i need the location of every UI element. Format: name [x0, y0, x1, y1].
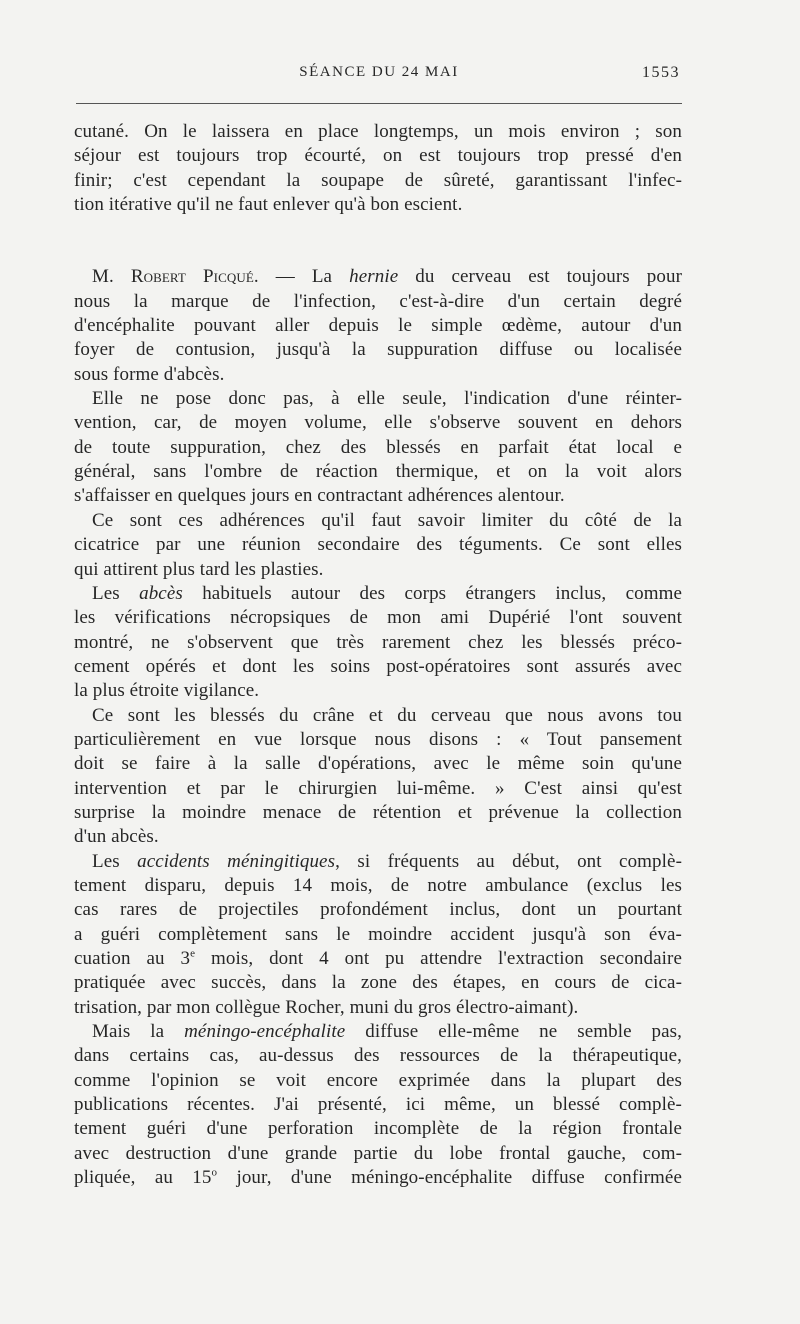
text-line: tement guéri d'une perforation incomplète de la région frontale	[74, 1118, 682, 1140]
text-line: doit se faire à la salle d'opérations, avec le même soin qu'une	[74, 753, 682, 775]
superscript: e	[190, 947, 196, 960]
text-line: publications récentes. J'ai présenté, ici même, un blessé complè-	[74, 1094, 682, 1116]
text-line	[74, 850, 682, 874]
text-line: cicatrice par une réunion secondaire des téguments. Ce sont elles	[74, 534, 682, 556]
text-line: montré, ne s'observent que très rarement chez les blessés préco-	[74, 631, 682, 653]
paragraph-continuation	[74, 120, 682, 217]
paragraph-meningo-encephalite	[74, 1020, 682, 1190]
text-line: la plus étroite vigilance.	[74, 680, 260, 702]
text-line: a guéri complètement sans le moindre accident jusqu'à son éva-	[74, 923, 682, 945]
text-line: intervention et par le chirurgien lui-même. » C'est ainsi qu'est	[74, 777, 682, 799]
superscript: o	[211, 1166, 218, 1179]
text-line: vention, car, de moyen volume, elle s'observe souvent en dehors	[74, 412, 682, 434]
text-segment: diffuse elle-même ne semble pas,	[345, 1021, 682, 1043]
text-line: général, sans l'ombre de réaction thermique, et on la voit alors	[74, 461, 682, 483]
text-line: dans certains cas, au-dessus des ressources de la thérapeutique,	[74, 1045, 682, 1067]
text-line: Elle ne pose donc pas, à elle seule, l'indication d'une réinter-	[92, 388, 682, 410]
text-segment: cuation au 3	[74, 948, 191, 969]
text-segment: habituels autour des corps étrangers inclus, comme	[182, 582, 682, 604]
paragraph-blesses-du-crane	[74, 704, 682, 850]
text-line	[74, 265, 682, 289]
text-segment: — La	[258, 266, 350, 288]
text-line: nous la marque de l'infection, c'est-à-dire d'un certain degré	[74, 290, 682, 312]
text-line: les vérifications nécropsiques de mon ami Dupérié l'ont souvent	[74, 607, 682, 629]
text-line	[74, 1166, 682, 1190]
text-segment: Les	[92, 582, 140, 604]
italic-term: abcès	[139, 582, 183, 604]
body-text	[74, 120, 682, 1190]
text-line	[74, 947, 682, 971]
text-segment: pliquée, au 15	[74, 1167, 212, 1189]
text-line: finir; c'est cependant la soupape de sûreté, garantissant l'infec-	[74, 169, 682, 191]
text-line: cutané. On le laissera en place longtemps, un mois environ ; son	[74, 121, 682, 142]
page-number: 1553	[642, 64, 680, 81]
text-segment: Les	[92, 850, 138, 872]
paragraph-picque	[74, 265, 682, 387]
running-head	[76, 64, 682, 88]
text-line: d'un abcès.	[74, 826, 159, 848]
text-line: de toute suppuration, chez des blessés en parfait état local e	[74, 436, 682, 458]
text-line: foyer de contusion, jusqu'à la suppuration diffuse ou localisée	[74, 339, 682, 361]
text-line: tement disparu, depuis 14 mois, de notre ambulance (exclus les	[74, 874, 682, 896]
text-line: particulièrement en vue lorsque nous disons : « Tout pansement	[74, 728, 682, 750]
text-line	[74, 582, 682, 606]
header-rule	[76, 103, 682, 104]
text-line: séjour est toujours trop écourté, on est toujours trop pressé d'en	[74, 145, 682, 167]
text-line: cement opérés et dont les soins post-opératoires sont assurés avec	[74, 655, 682, 677]
text-line: avec destruction d'une grande partie du lobe frontal gauche, com-	[74, 1142, 682, 1164]
paragraph-reintervention	[74, 387, 682, 509]
text-line: pratiquée avec succès, dans la zone des étapes, en cours de cica-	[74, 972, 682, 994]
paragraph-accidents-meningitiques	[74, 850, 682, 1020]
text-segment: jour, d'une méningo-encéphalite diffuse confirmée	[217, 1167, 683, 1189]
text-line: comme l'opinion se voit encore exprimée dans la plupart des	[74, 1069, 682, 1091]
italic-term: accidents méningitiques	[137, 850, 336, 872]
text-line: trisation, par mon collègue Rocher, muni du gros électro-aimant).	[74, 996, 579, 1018]
running-title: SÉANCE DU 24 MAI	[299, 64, 459, 80]
italic-term: méningo-encéphalite	[184, 1021, 346, 1043]
text-line: qui attirent plus tard les plasties.	[74, 558, 324, 580]
text-line: d'encéphalite pouvant aller depuis le simple œdème, autour d'un	[74, 315, 682, 337]
text-line: s'affaisser en quelques jours en contractant adhérences alentour.	[74, 485, 565, 507]
italic-term: hernie	[349, 266, 399, 288]
text-segment: mois, dont 4 ont pu attendre l'extraction secondaire	[195, 948, 682, 969]
text-line: Ce sont les blessés du crâne et du cerveau que nous avons tou	[92, 704, 682, 726]
text-segment: , si fréquents au début, ont complè-	[335, 850, 682, 872]
paragraph-gap	[74, 217, 682, 265]
speaker-name: M. Robert Picqué.	[92, 266, 259, 288]
text-line: sous forme d'abcès.	[74, 363, 225, 385]
text-line: cas rares de projectiles profondément inclus, dont un pourtant	[74, 899, 682, 921]
text-line	[74, 1020, 682, 1044]
text-line: tion itérative qu'il ne faut enlever qu'à bon escient.	[74, 194, 463, 216]
paragraph-abces	[74, 582, 682, 704]
paragraph-adherences	[74, 509, 682, 582]
text-segment: Mais la	[92, 1021, 185, 1043]
text-segment: du cerveau est toujours pour	[398, 266, 682, 288]
text-line: surprise la moindre menace de rétention et prévenue la collection	[74, 801, 682, 823]
text-line: Ce sont ces adhérences qu'il faut savoir limiter du côté de la	[92, 509, 682, 531]
